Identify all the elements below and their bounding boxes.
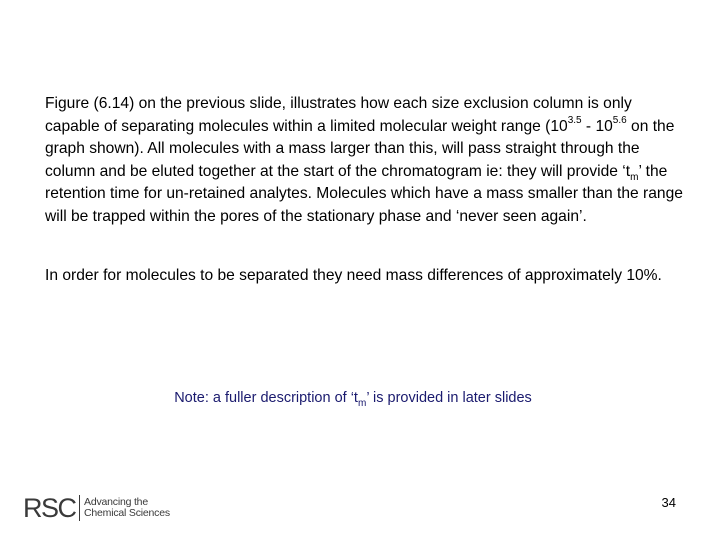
subscript-m: m <box>630 171 639 183</box>
logo-tagline-line1: Advancing the <box>84 495 148 508</box>
logo-tagline-line2: Chemical Sciences <box>84 507 170 519</box>
note-text-b: ’ is provided in later slides <box>366 390 532 406</box>
note-subscript-m: m <box>357 397 367 409</box>
note-line <box>0 388 720 408</box>
body-paragraph-1 <box>45 93 685 229</box>
paragraph1-text-d: ’ the retention time for un-retained analytes. Molecules which have a mass smaller than the range will be trapped within the pores of the stationary phase and ‘never seen again’. <box>45 162 683 225</box>
rsc-logo <box>23 494 170 522</box>
exponent-upper: 5.6 <box>612 115 627 127</box>
note-text-a: Note: a fuller description of ‘t <box>174 390 358 406</box>
exponent-lower: 3.5 <box>567 115 582 127</box>
note-text <box>174 390 532 409</box>
page-number: 34 <box>661 495 676 510</box>
body-paragraph-2: In order for molecules to be separated they need mass differences of approximately 10%. <box>45 267 662 284</box>
paragraph1-text-a: Figure (6.14) on the previous slide, illustrates how each size exclusion column is only capable of separating molecules within a limited molecular weight range (10 <box>45 95 632 135</box>
paragraph1-text-b: - 10 <box>581 117 613 135</box>
rsc-logo-mark: RSC <box>23 493 76 523</box>
logo-divider <box>79 495 81 521</box>
logo-tagline <box>84 497 170 520</box>
paragraph1-text-c: on the graph shown). All molecules with a mass larger than this, will pass straight through the column and be eluted together at the start of the chromatogram ie: they will provide ‘t <box>45 117 675 180</box>
